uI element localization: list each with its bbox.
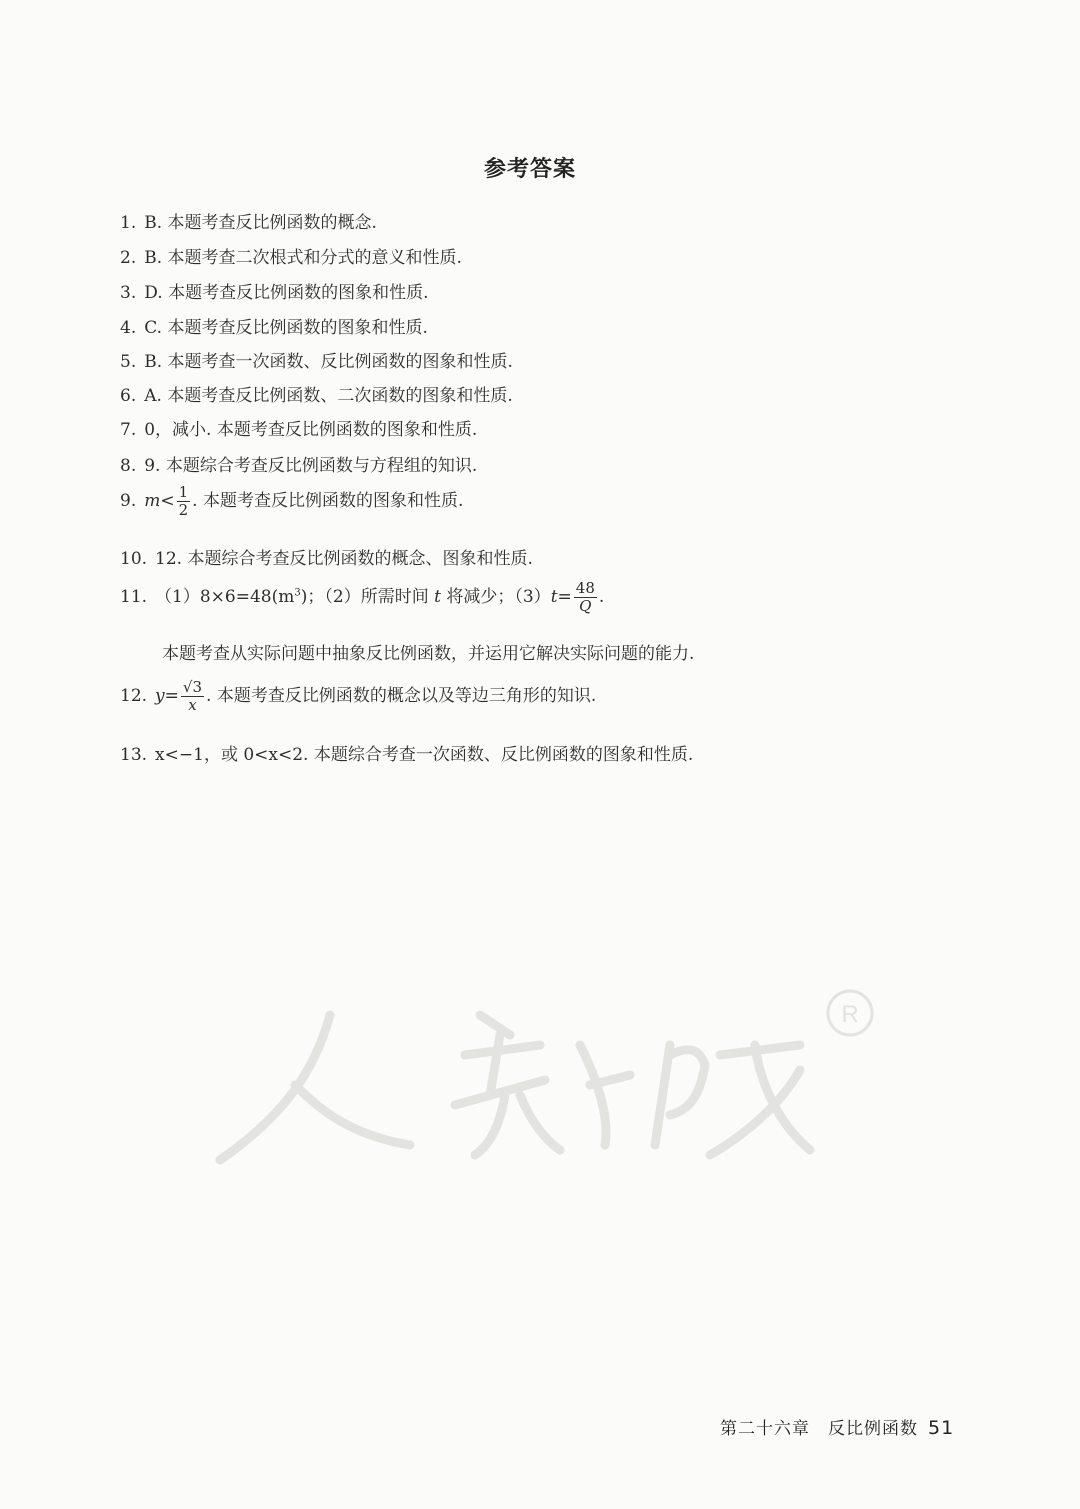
answer-11-note: 本题考查从实际问题中抽象反比例函数，并运用它解决实际问题的能力.: [162, 644, 695, 664]
fraction: [574, 580, 597, 615]
answer-text-part: )；（2）所需时间: [300, 587, 429, 607]
answer-number: 2.: [120, 248, 137, 268]
answer-5: [120, 347, 513, 372]
answer-number: 3.: [120, 283, 137, 303]
answer-number: 11.: [120, 587, 148, 607]
answer-9: [120, 484, 463, 519]
answer-text: . 本题考查反比例函数的图象和性质.: [192, 491, 464, 511]
answer-3: [120, 278, 428, 303]
fraction: [177, 484, 191, 519]
svg-text:R: R: [841, 1001, 859, 1028]
answer-text-part: （1）8×6=48(m: [155, 587, 295, 607]
answer-text: 12. 本题综合考查反比例函数的概念、图象和性质.: [155, 549, 533, 569]
answer-8: [120, 451, 477, 476]
answer-text: 0，减小. 本题考查反比例函数的图象和性质.: [144, 420, 478, 440]
answer-text: C. 本题考查反比例函数的图象和性质.: [144, 318, 428, 338]
answer-12: [120, 679, 596, 714]
answer-10: [120, 544, 533, 569]
chapter-title: 第二十六章 反比例函数: [720, 1419, 918, 1439]
answer-number: 1.: [120, 213, 137, 233]
math-variable: y: [155, 686, 165, 706]
answer-1: [120, 208, 377, 233]
answer-text: 9. 本题综合考查反比例函数与方程组的知识.: [144, 456, 478, 476]
answer-number: 4.: [120, 318, 137, 338]
page-footer: [720, 1414, 954, 1439]
answer-number: 10.: [120, 549, 148, 569]
math-operator: =: [164, 686, 179, 706]
fraction-denominator: 2: [178, 501, 189, 519]
fraction-denominator: x: [188, 696, 197, 714]
exponent: 3: [294, 587, 301, 599]
page-number: 51: [928, 1417, 955, 1439]
answer-text: . 本题考查反比例函数的概念以及等边三角形的知识.: [206, 686, 597, 706]
fraction-numerator: √3: [182, 678, 203, 696]
answer-text: A. 本题考查反比例函数、二次函数的图象和性质.: [144, 386, 513, 406]
math-variable: m: [144, 491, 161, 511]
answer-number: 8.: [120, 456, 137, 476]
fraction-numerator: 1: [178, 483, 189, 501]
answer-13: [120, 740, 693, 765]
answer-number: 12.: [120, 686, 148, 706]
fraction: [181, 679, 204, 714]
answer-text: B. 本题考查二次根式和分式的意义和性质.: [144, 248, 462, 268]
answer-11: [120, 580, 604, 615]
answer-4: [120, 313, 428, 338]
answer-number: 7.: [120, 420, 137, 440]
math-variable: t: [434, 587, 441, 607]
answer-text: B. 本题考查一次函数、反比例函数的图象和性质.: [144, 352, 513, 372]
answer-text-part: 将减少；（3）: [446, 587, 551, 607]
answer-6: [120, 381, 513, 406]
answer-text-part: .: [598, 587, 605, 607]
page-title: 参考答案: [483, 157, 576, 182]
math-operator: <: [160, 491, 175, 511]
answer-number: 13.: [120, 745, 148, 765]
answer-number: 9.: [120, 491, 137, 511]
answer-number: 5.: [120, 352, 137, 372]
math-variable: t: [550, 587, 558, 607]
answer-7: [120, 415, 477, 440]
answer-text: D. 本题考查反比例函数的图象和性质.: [144, 283, 429, 303]
fraction-numerator: 48: [575, 579, 595, 597]
math-operator: =: [557, 587, 572, 607]
fraction-denominator: Q: [579, 597, 592, 615]
answer-2: [120, 243, 462, 268]
answer-text: B. 本题考查反比例函数的概念.: [144, 213, 377, 233]
answer-number: 6.: [120, 386, 137, 406]
publisher-watermark-logo: [200, 975, 900, 1175]
answer-text: x<−1，或 0<x<2. 本题综合考查一次函数、反比例函数的图象和性质.: [155, 745, 694, 765]
